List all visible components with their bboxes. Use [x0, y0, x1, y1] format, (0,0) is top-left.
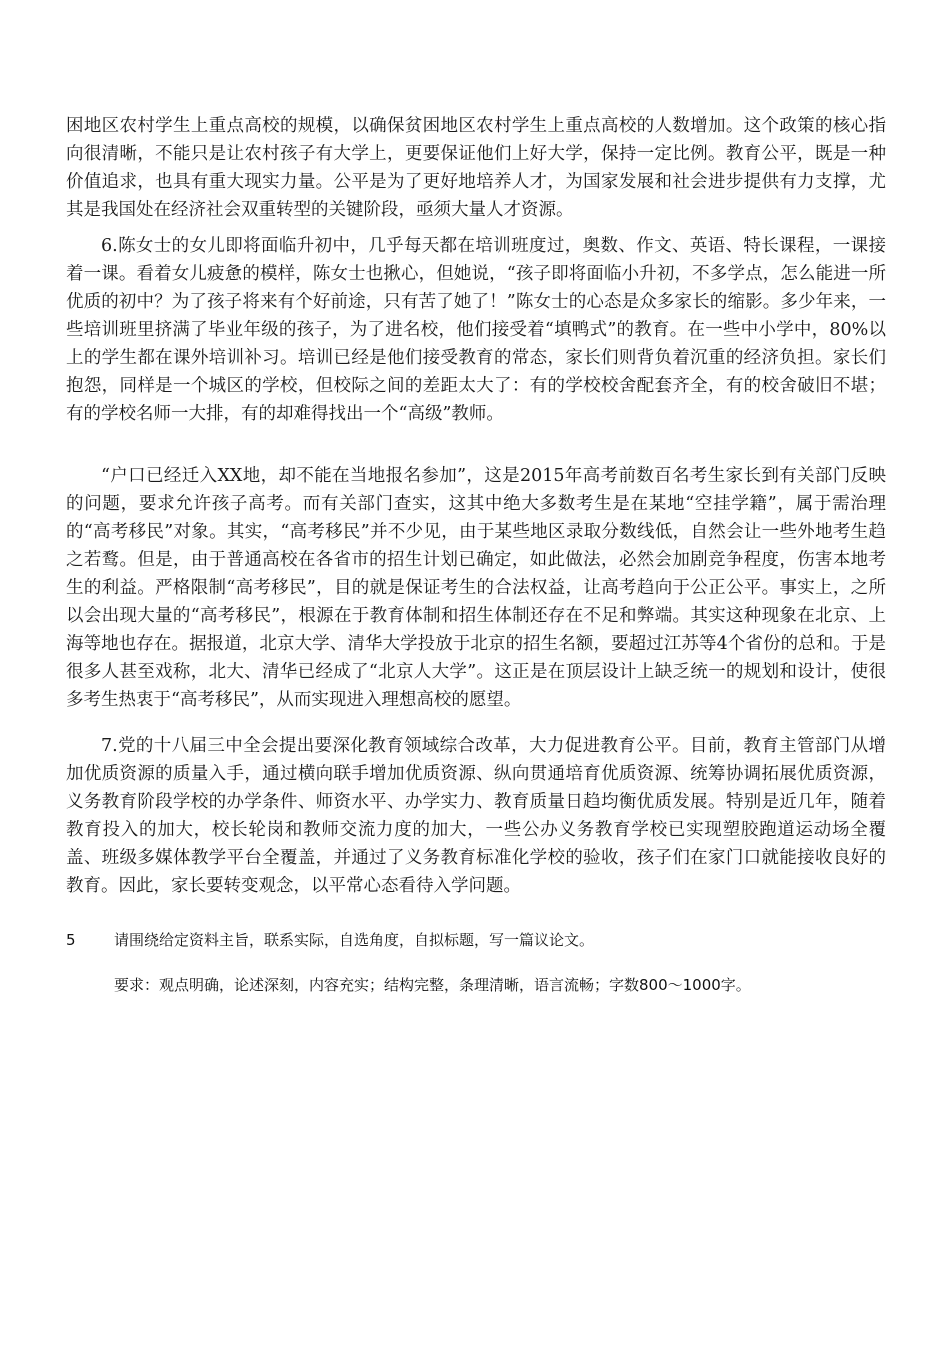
- question-number: 5: [66, 931, 76, 949]
- essay-requirement: 要求：观点明确，论述深刻，内容充实；结构完整，条理清晰，语言流畅；字数800～1000字。: [114, 976, 751, 994]
- paragraph-material-7: 7.党的十八届三中全会提出要深化教育领域综合改革，大力促进教育公平。目前，教育主管部门从增加优质资源的质量入手，通过横向联手增加优质资源、纵向贯通培育优质资源、统筹协调拓展优质资源，义务教育阶段学校的办学条件、师资水平、办学实力、教育质量日趋均衡优质发展。特别是近几年，随着教育投入的加大，校长轮岗和教师交流力度的加大，一些公办义务教育学校已实现塑胶跑道运动场全覆盖、班级多媒体教学平台全覆盖，并通过了义务教育标准化学校的验收，孩子们在家门口就能接收良好的教育。因此，家长要转变观念，以平常心态看待入学问题。: [66, 736, 886, 896]
- paragraph-migration: “户口已经迁入XX地，却不能在当地报名参加”，这是2015年高考前数百名考生家长到有关部门反映的问题，要求允许孩子高考。而有关部门查实，这其中绝大多数考生是在某地“空挂学籍”，属于需治理的“高考移民”对象。其实，“高考移民”并不少见，由于某些地区录取分数线低，自然会让一些外地考生趋之若鹜。但是，由于普通高校在各省市的招生计划已确定，如此做法，必然会加剧竞争程度，伤害本地考生的利益。严格限制“高考移民”，目的就是保证考生的合法权益，让高考趋向于公正公平。事实上，之所以会出现大量的“高考移民”，根源在于教育体制和招生体制还存在不足和弊端。其实这种现象在北京、上海等地也存在。据报道，北京大学、清华大学投放于北京的招生名额，要超过江苏等4个省份的总和。于是很多人甚至戏称，北大、清华已经成了“北京人大学”。这正是在顶层设计上缺乏统一的规划和设计，使很多考生热衷于“高考移民”，从而实现进入理想高校的愿望。: [66, 466, 886, 710]
- paragraph-continued: 困地区农村学生上重点高校的规模，以确保贫困地区农村学生上重点高校的人数增加。这个政策的核心指向很清晰，不能只是让农村孩子有大学上，更要保证他们上好大学，保持一定比例。教育公平，既是一种价值追求，也具有重大现实力量。公平是为了更好地培养人才，为国家发展和社会进步提供有力支撑，尤其是我国处在经济社会双重转型的关键阶段，亟须大量人才资源。: [66, 116, 886, 220]
- paragraph-material-6: 6.陈女士的女儿即将面临升初中，几乎每天都在培训班度过，奥数、作文、英语、特长课程，一课接着一课。看着女儿疲惫的模样，陈女士也揪心，但她说，“孩子即将面临小升初，不多学点，怎么能进一所优质的初中？为了孩子将来有个好前途，只有苦了她了！”陈女士的心态是众多家长的缩影。多少年来，一些培训班里挤满了毕业年级的孩子，为了进名校，他们接受着“填鸭式”的教育。在一些中小学中，80%以上的学生都在课外培训补习。培训已经是他们接受教育的常态，家长们则背负着沉重的经济负担。家长们抱怨，同样是一个城区的学校，但校际之间的差距太大了：有的学校校舍配套齐全，有的校舍破旧不堪；有的学校名师一大排，有的却难得找出一个“高级”教师。: [66, 236, 886, 424]
- question-prompt: 请围绕给定资料主旨，联系实际，自选角度，自拟标题，写一篇议论文。: [114, 931, 595, 949]
